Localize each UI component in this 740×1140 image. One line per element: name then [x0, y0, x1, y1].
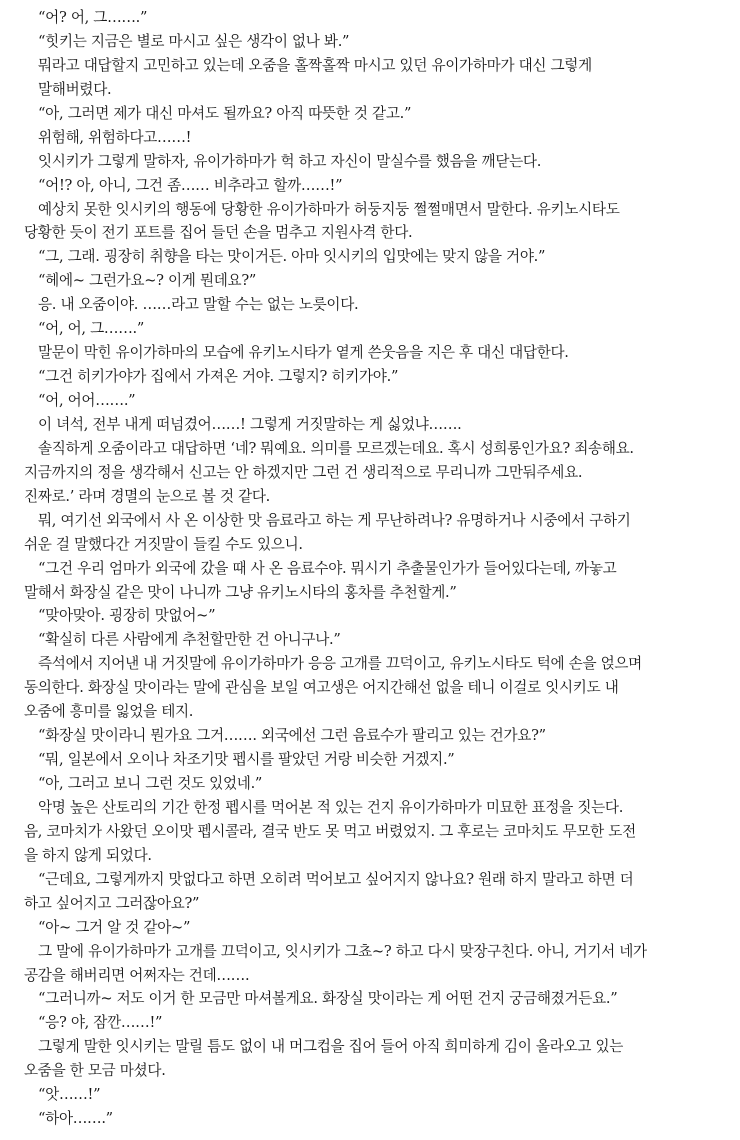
text-line: 뭐라고 대답할지 고민하고 있는데 오줌을 홀짝홀짝 마시고 있던 유이가하마가 대신 그렇게: [38, 56, 592, 74]
text-line: 그 말에 유이가하마가 고개를 끄덕이고, 잇시키가 그쵸~? 하고 다시 맞장구친다. 아니, 거기서 네가: [38, 942, 647, 960]
document-page: [24, 6, 724, 1131]
text-line: “그러니까~ 저도 이거 한 모금만 마셔볼게요. 화장실 맛이라는 게 어떤 건지 궁금해졌거든요.”: [38, 990, 618, 1008]
text-line: 진짜로.’ 라며 경멸의 눈으로 볼 것 같다.: [24, 487, 271, 505]
text-line: 응. 내 오줌이야. ……라고 말할 수는 없는 노릇이다.: [38, 296, 359, 314]
text-line: “어, 어, 그…….”: [38, 320, 144, 338]
text-line: “근데요, 그렇게까지 맛없다고 하면 오히려 먹어보고 싶어지지 않나요? 원래 하지 말라고 하면 더: [38, 870, 634, 888]
text-line: “아, 그러고 보니 그런 것도 있었네.”: [38, 775, 263, 792]
text-line: 잇시키가 그렇게 말하자, 유이가하마가 헉 하고 자신이 말실수를 했음을 깨닫는다.: [38, 152, 542, 170]
text-line: “그, 그래. 굉장히 취향을 타는 맛이거든. 아마 잇시키의 입맛에는 맞지 않을 거야.”: [38, 248, 546, 266]
text-line: “힛키는 지금은 별로 마시고 싶은 생각이 없나 봐.”: [38, 32, 350, 50]
text-line: 하고 싶어지고 그러잖아요?”: [24, 894, 200, 912]
text-line: 을 하지 않게 되었다.: [24, 846, 152, 864]
text-line: 오줌에 흥미를 잃었을 테지.: [24, 703, 194, 721]
text-line: 말해버렸다.: [38, 80, 112, 98]
text-line: 쉬운 걸 말했다간 거짓말이 들킬 수도 있으니.: [24, 535, 303, 553]
text-line: 음, 코마치가 사왔던 오이맛 펩시콜라, 결국 반도 못 먹고 버렸었지. 그 후로는 코마치도 무모한 도전: [24, 822, 636, 840]
text-line: “앗……!”: [38, 1086, 101, 1104]
text-line: 공감을 해버리면 어쩌자는 건데…….: [24, 966, 250, 984]
text-line: 악명 높은 산토리의 기간 한정 펩시를 먹어본 적 있는 건지 유이가하마가 미묘한 표정을 짓는다.: [38, 798, 624, 816]
text-line: “뭐, 일본에서 오이나 차조기맛 펩시를 팔았던 거랑 비슷한 거겠지.”: [38, 751, 455, 769]
text-line: “아, 그러면 제가 대신 마셔도 될까요? 아직 따뜻한 것 같고.”: [38, 104, 412, 122]
text-line: “응? 야, 잠깐……!”: [38, 1014, 163, 1032]
text-line: “확실히 다른 사람에게 추천할만한 건 아니구나.”: [38, 631, 341, 649]
text-line: 즉석에서 지어낸 내 거짓말에 유이가하마가 응응 고개를 끄덕이고, 유키노시타도 턱에 손을 얹으며: [38, 655, 642, 673]
text-line: 뭐, 여기선 외국에서 사 온 이상한 맛 음료라고 하는 게 무난하려나? 유명하거나 시중에서 구하기: [38, 511, 631, 529]
text-line: 오줌을 한 모금 마셨다.: [24, 1062, 166, 1080]
text-line: 동의한다. 화장실 맛이라는 말에 관심을 보일 여고생은 어지간해선 없을 테니 이걸로 잇시키도 내: [24, 679, 619, 697]
text-line: 그렇게 말한 잇시키는 말릴 틈도 없이 내 머그컵을 집어 들어 아직 희미하게 김이 올라오고 있는: [38, 1038, 624, 1056]
text-line: 솔직하게 오줌이라고 대답하면 ‘네? 뭐예요. 의미를 모르겠는데요. 혹시 성희롱인가요? 죄송해요.: [38, 439, 634, 457]
text-line: “어!? 아, 아니, 그건 좀…… 비추라고 할까……!”: [38, 176, 343, 194]
text-line: “어? 어, 그…….”: [38, 9, 148, 26]
text-line: 위험해, 위험하다고……!: [38, 128, 192, 146]
text-line: 지금까지의 정을 생각해서 신고는 안 하겠지만 그런 건 생리적으로 무리니까 그만둬주세요.: [24, 463, 583, 481]
text-line: 당황한 듯이 전기 포트를 집어 들던 손을 멈추고 지원사격 한다.: [24, 224, 413, 242]
text-line: “그건 히키가야가 집에서 가져온 거야. 그렇지? 히키가야.”: [38, 368, 399, 386]
text-line: “화장실 맛이라니 뭔가요 그거……. 외국에선 그런 음료수가 팔리고 있는 건가요?”: [38, 727, 546, 745]
text-line: 이 녀석, 전부 내게 떠넘겼어……! 그렇게 거짓말하는 게 싫었냐…….: [38, 415, 462, 433]
text-line: “맞아맞아. 굉장히 맛없어~”: [38, 607, 216, 625]
text-line: “아~ 그거 알 것 같아~”: [38, 918, 191, 936]
text-line: “어, 어어…….”: [38, 392, 136, 409]
text-line: 말해서 화장실 같은 맛이 나니까 그냥 유키노시타의 홍차를 추천할게.”: [24, 583, 457, 601]
text-line: 예상치 못한 잇시키의 행동에 당황한 유이가하마가 허둥지둥 쩔쩔매면서 말한다. 유키노시타도: [38, 200, 620, 218]
text-line: “그건 우리 엄마가 외국에 갔을 때 사 온 음료수야. 뭐시기 추출물인가가 들어있다는데, 까놓고: [38, 559, 617, 577]
text-line: “헤에~ 그런가요~? 이게 뭔데요?”: [38, 272, 257, 290]
text-line: 말문이 막힌 유이가하마의 모습에 유키노시타가 옅게 쓴웃음을 지은 후 대신 대답한다.: [38, 344, 569, 362]
text-line: “하아…….”: [38, 1110, 113, 1128]
